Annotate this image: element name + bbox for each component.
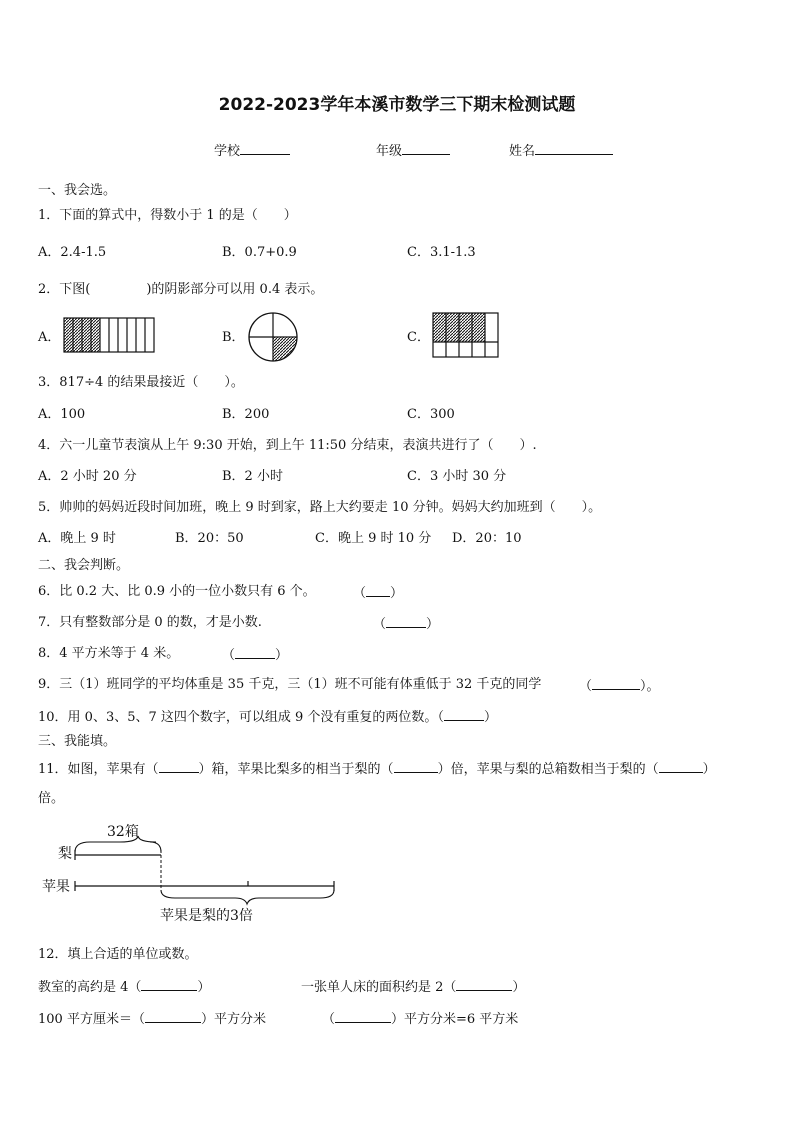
- q2-option-b-label[interactable]: B．: [222, 330, 245, 345]
- q8-answer[interactable]: [222, 646, 288, 664]
- q8-text: 8．4 平方米等于 4 米。: [38, 646, 180, 661]
- paren-open: （: [579, 679, 593, 694]
- q12-blank-3[interactable]: [145, 1010, 201, 1023]
- paren-open: （: [222, 648, 236, 663]
- q12-row1-left: [38, 978, 210, 996]
- q5-option-c[interactable]: C．晚上 9 时 10 分: [315, 531, 432, 546]
- q12-blank-2[interactable]: [456, 978, 512, 991]
- q2-text-post: )的阴影部分可以用 0.4 表示。: [146, 282, 324, 297]
- section-3-heading: 三、我能填。: [38, 734, 117, 749]
- q11-blank-2[interactable]: [394, 760, 438, 773]
- section-1-heading: 一、我会选。: [38, 183, 117, 198]
- paren-open: （: [353, 586, 367, 601]
- q4-option-c[interactable]: C．3 小时 30 分: [407, 469, 507, 484]
- q2-figure-c-grid: [432, 312, 500, 358]
- q1-option-c[interactable]: C．3.1-1.3: [407, 245, 476, 260]
- q11-blank-3[interactable]: [659, 760, 703, 773]
- q5-option-b[interactable]: B．20：50: [175, 531, 244, 546]
- q3-option-c[interactable]: C．300: [407, 407, 455, 422]
- name-blank[interactable]: [535, 142, 613, 155]
- school-label: 学校: [214, 144, 241, 159]
- grade-label: 年级: [376, 144, 403, 159]
- q11-text: [38, 760, 716, 778]
- paren-close: ）: [483, 710, 497, 725]
- paren-open: （: [373, 617, 387, 632]
- q2-option-c-label[interactable]: C．: [407, 330, 430, 345]
- q2-option-a-label[interactable]: A．: [38, 330, 61, 345]
- q12-r2a-end: ）平方分米: [200, 1012, 266, 1027]
- q10-body: 10．用 0、3、5、7 这四个数字，可以组成 9 个没有重复的两位数。: [38, 710, 438, 725]
- q3-text: 3．817÷4 的结果最接近（ ）。: [38, 375, 244, 390]
- q8-blank[interactable]: [235, 646, 275, 659]
- q2-text: [38, 282, 323, 298]
- diagram-label-pear: 梨: [58, 846, 72, 862]
- q2-text-pre: 2．下图(: [38, 282, 91, 297]
- q11-part-3: ）倍，苹果与梨的总箱数相当于梨的（: [437, 762, 659, 777]
- q9-blank[interactable]: [592, 677, 640, 690]
- paren-close: ）: [512, 980, 526, 995]
- diagram-label-32: 32箱: [107, 824, 139, 840]
- q4-option-a[interactable]: A．2 小时 20 分: [38, 469, 137, 484]
- q5-text: 5．帅帅的妈妈近段时间加班，晚上 9 时到家，路上大约要走 10 分钟。妈妈大约加班到（ ）。: [38, 500, 602, 515]
- brace-bottom: [161, 890, 334, 904]
- paren-open: （: [437, 710, 444, 725]
- paren-close: ）: [275, 648, 289, 663]
- q12-blank-1[interactable]: [141, 978, 197, 991]
- paren-close: ）: [197, 980, 211, 995]
- q3-option-a[interactable]: A．100: [38, 407, 86, 422]
- q11-blank-1[interactable]: [159, 760, 199, 773]
- paren-close: ）: [426, 617, 440, 632]
- q12-text: 12．填上合适的单位或数。: [38, 947, 198, 962]
- paren-open: （: [322, 1012, 336, 1027]
- q12-r2a: 100 平方厘米＝（: [38, 1012, 145, 1027]
- q3-option-b[interactable]: B．200: [222, 407, 270, 422]
- q12-blank-4[interactable]: [335, 1010, 391, 1023]
- q5-option-d[interactable]: D．20：10: [452, 531, 522, 546]
- q7-answer[interactable]: [373, 615, 439, 633]
- period: 。: [646, 679, 660, 694]
- grade-field: [376, 142, 450, 160]
- diagram-label-bottom: 苹果是梨的3倍: [160, 908, 253, 924]
- diagram-label-apple: 苹果: [42, 879, 70, 895]
- q6-blank[interactable]: [366, 584, 390, 597]
- paren-close: ）: [640, 679, 647, 694]
- q4-option-b[interactable]: B．2 小时: [222, 469, 283, 484]
- q12-row2-left: [38, 1010, 266, 1028]
- q12-row1-right: [301, 978, 525, 996]
- q10-blank[interactable]: [444, 708, 484, 721]
- school-blank[interactable]: [240, 142, 290, 155]
- grade-blank[interactable]: [402, 142, 450, 155]
- q9-text: 9．三（1）班同学的平均体重是 35 千克，三（1）班不可能有体重低于 32 千克的同学: [38, 677, 542, 692]
- q12-r1b: 一张单人床的面积约是 2（: [301, 980, 457, 995]
- q11-line-diagram: [40, 818, 350, 930]
- q11-part-1: 11．如图，苹果有（: [38, 762, 159, 777]
- q7-blank[interactable]: [386, 615, 426, 628]
- q12-r2b-end: ）平方分米=6 平方米: [391, 1012, 519, 1027]
- q4-text: 4．六一儿童节表演从上午 9:30 开始，到上午 11:50 分结束，表演共进行了（ ）.: [38, 438, 537, 453]
- q12-r1a: 教室的高约是 4（: [38, 980, 142, 995]
- q11-part-2: ）箱，苹果比梨多的相当于梨的（: [198, 762, 394, 777]
- section-2-heading: 二、我会判断。: [38, 558, 130, 573]
- q1-text: 1．下面的算式中，得数小于 1 的是（ ）: [38, 208, 297, 223]
- page-title: 2022-2023学年本溪市数学三下期末检测试题: [218, 95, 576, 115]
- school-field: [214, 142, 290, 160]
- paren-close: ）: [390, 586, 404, 601]
- name-label: 姓名: [509, 144, 536, 159]
- q10-text: [38, 708, 497, 726]
- q6-answer[interactable]: [353, 584, 403, 602]
- q12-row2-right: [322, 1010, 518, 1028]
- name-field: [509, 142, 613, 160]
- q11-part-4: ）: [702, 762, 716, 777]
- q6-text: 6．比 0.2 大、比 0.9 小的一位小数只有 6 个。: [38, 584, 316, 599]
- q1-option-a[interactable]: A．2.4-1.5: [38, 245, 107, 260]
- q5-option-a[interactable]: A．晚上 9 时: [38, 531, 116, 546]
- q1-option-b[interactable]: B．0.7+0.9: [222, 245, 297, 260]
- q2-figure-b-circle: [247, 311, 299, 363]
- q9-answer[interactable]: [579, 677, 660, 695]
- q2-figure-a-strip: [63, 317, 155, 354]
- q7-text: 7．只有整数部分是 0 的数，才是小数.: [38, 615, 262, 630]
- q11-text-cont: 倍。: [38, 791, 65, 806]
